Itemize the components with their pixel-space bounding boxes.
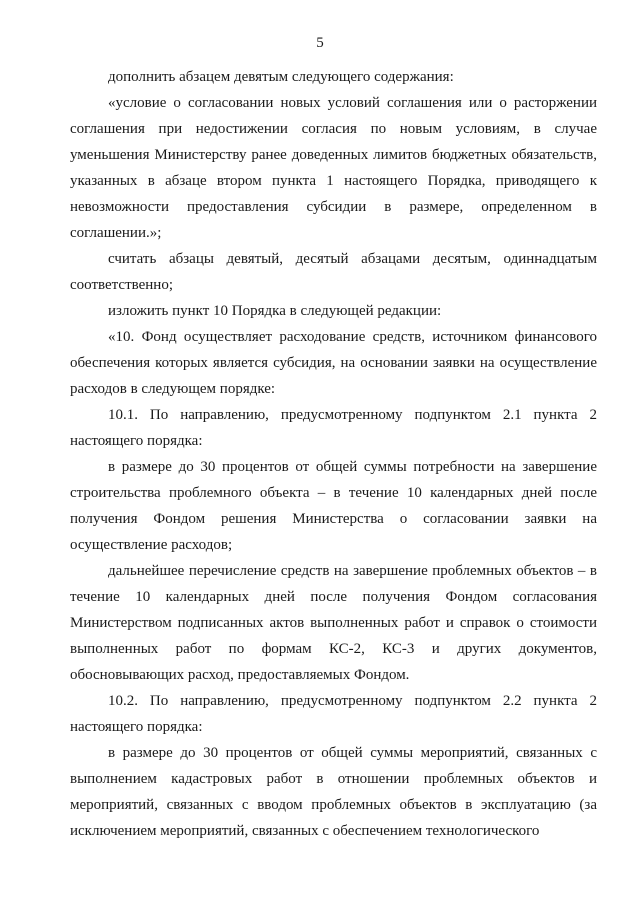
paragraph-6: 10.1. По направлению, предусмотренному подпунктом 2.1 пункта 2 настоящего порядка: bbox=[70, 407, 597, 449]
paragraph-10: в размере до 30 процентов от общей суммы мероприятий, связанных с выполнением кадастровых работ в отношении проблемных объектов и мероприятий, связанных с вводом проблемных объектов в эксплуатацию (за исключением мероприятий, связанных с обеспечением технологического bbox=[70, 745, 597, 839]
paragraph-8: дальнейшее перечисление средств на завершение проблемных объектов – в течение 10 календарных дней после получения Фондом согласования Министерством подписанных актов выполненных работ и справок о стоимости выполненных работ по формам КС-2, КС-3 и других документов, обосновывающих расход, предоставляемых Фондом. bbox=[70, 563, 597, 683]
paragraph-4: изложить пункт 10 Порядка в следующей редакции: bbox=[108, 303, 442, 319]
paragraph-1: дополнить абзацем девятым следующего содержания: bbox=[108, 69, 454, 85]
document-body bbox=[70, 64, 597, 844]
paragraph-3: считать абзацы девятый, десятый абзацами десятым, одиннадцатым соответственно; bbox=[70, 251, 597, 293]
paragraph-2: «условие о согласовании новых условий соглашения или о расторжении соглашения при недостижении согласия по новым условиям, в случае уменьшения Министерству ранее доведенных лимитов бюджетных обязательств, указанных в абзаце втором пункта 1 настоящего Порядка, приводящего к невозможности предоставления субсидии в размере, определенном в соглашении.»; bbox=[70, 95, 597, 241]
paragraph-9: 10.2. По направлению, предусмотренному подпунктом 2.2 пункта 2 настоящего порядка: bbox=[70, 693, 597, 735]
page-number: 5 bbox=[316, 35, 324, 51]
paragraph-7: в размере до 30 процентов от общей суммы потребности на завершение строительства проблемного объекта – в течение 10 календарных дней после получения Фондом решения Министерства о согласовании заявки на осуществление расходов; bbox=[70, 459, 597, 553]
paragraph-5: «10. Фонд осуществляет расходование средств, источником финансового обеспечения которых является субсидия, на основании заявки на осуществление расходов в следующем порядке: bbox=[70, 329, 597, 397]
